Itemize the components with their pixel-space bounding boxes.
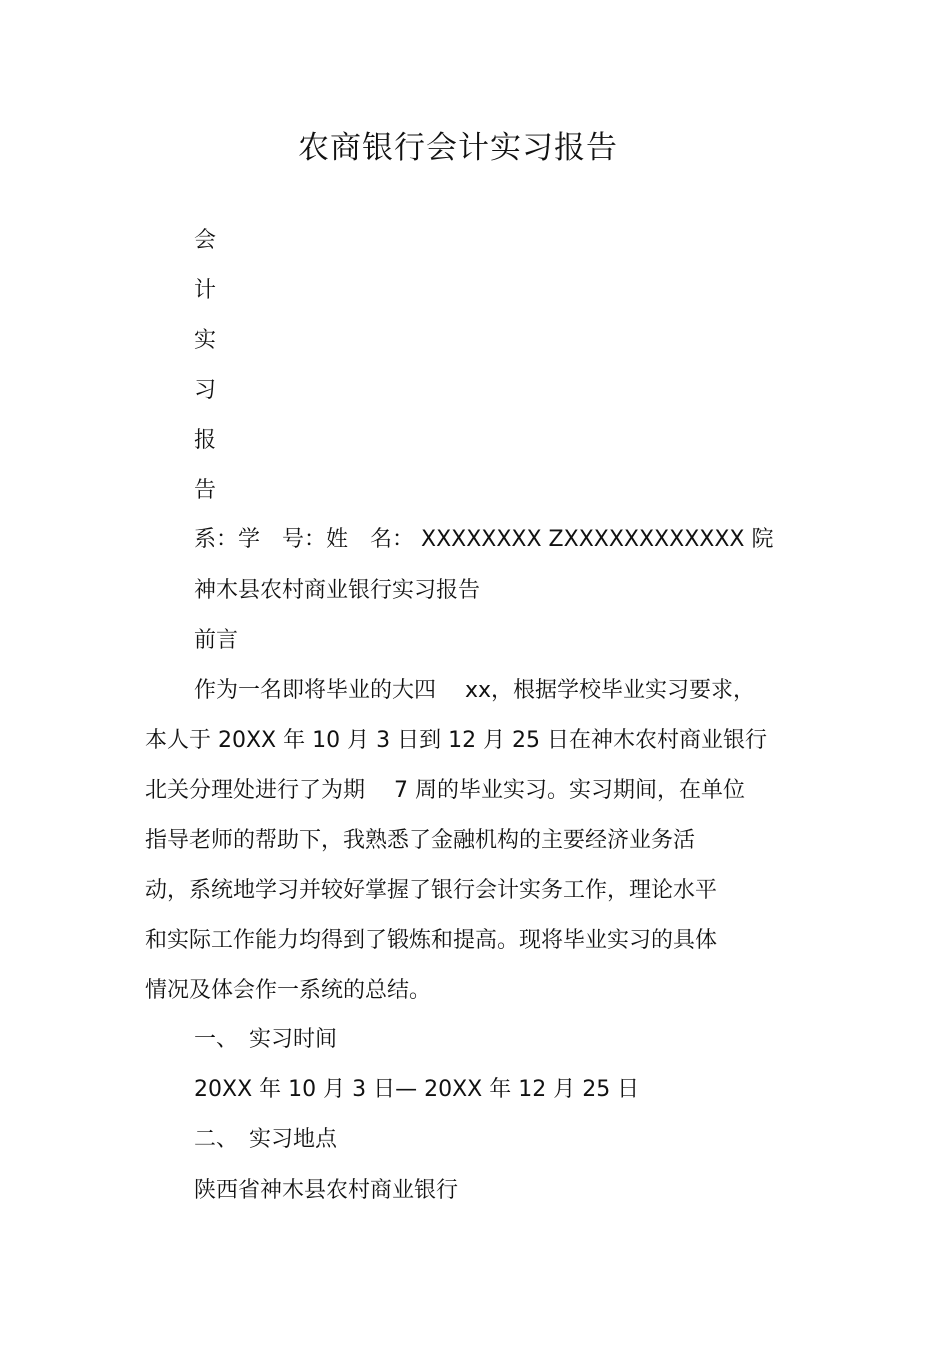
report-subtitle: 神木县农村商业银行实习报告 xyxy=(194,578,481,603)
paragraph-line: 作为一名即将毕业的大四 xx，根据学校毕业实习要求， xyxy=(194,678,756,703)
vertical-title-char: 习 xyxy=(194,378,217,403)
section-heading-location: 二、 实习地点 xyxy=(194,1127,338,1152)
paragraph-line: 北关分理处进行了为期 7 周的毕业实习。实习期间，在单位 xyxy=(145,778,745,803)
vertical-title-char: 报 xyxy=(194,428,217,453)
vertical-title-char: 计 xyxy=(194,278,217,303)
internship-period: 20XX 年 10 月 3 日— 20XX 年 12 月 25 日 xyxy=(194,1077,640,1102)
paragraph-line: 指导老师的帮助下，我熟悉了金融机构的主要经济业务活 xyxy=(145,828,696,853)
vertical-title-char: 实 xyxy=(194,328,217,353)
paragraph-line: 动，系统地学习并较好掌握了银行会计实务工作，理论水平 xyxy=(145,878,718,903)
internship-location: 陕西省神木县农村商业银行 xyxy=(194,1178,459,1203)
paragraph-line: 和实际工作能力均得到了锻炼和提高。现将毕业实习的具体 xyxy=(145,928,718,953)
preface-heading: 前言 xyxy=(194,628,239,653)
document-title: 农商银行会计实习报告 xyxy=(298,130,618,166)
paragraph-line: 情况及体会作一系统的总结。 xyxy=(145,978,432,1003)
section-heading-time: 一、 实习时间 xyxy=(194,1027,338,1052)
vertical-title-char: 告 xyxy=(194,478,217,503)
student-info-line: 系：学 号：姓 名： XXXXXXXX ZXXXXXXXXXXXX 院 xyxy=(194,527,774,552)
vertical-title-char: 会 xyxy=(194,228,217,253)
paragraph-line: 本人于 20XX 年 10 月 3 日到 12 月 25 日在神木农村商业银行 xyxy=(145,728,768,753)
